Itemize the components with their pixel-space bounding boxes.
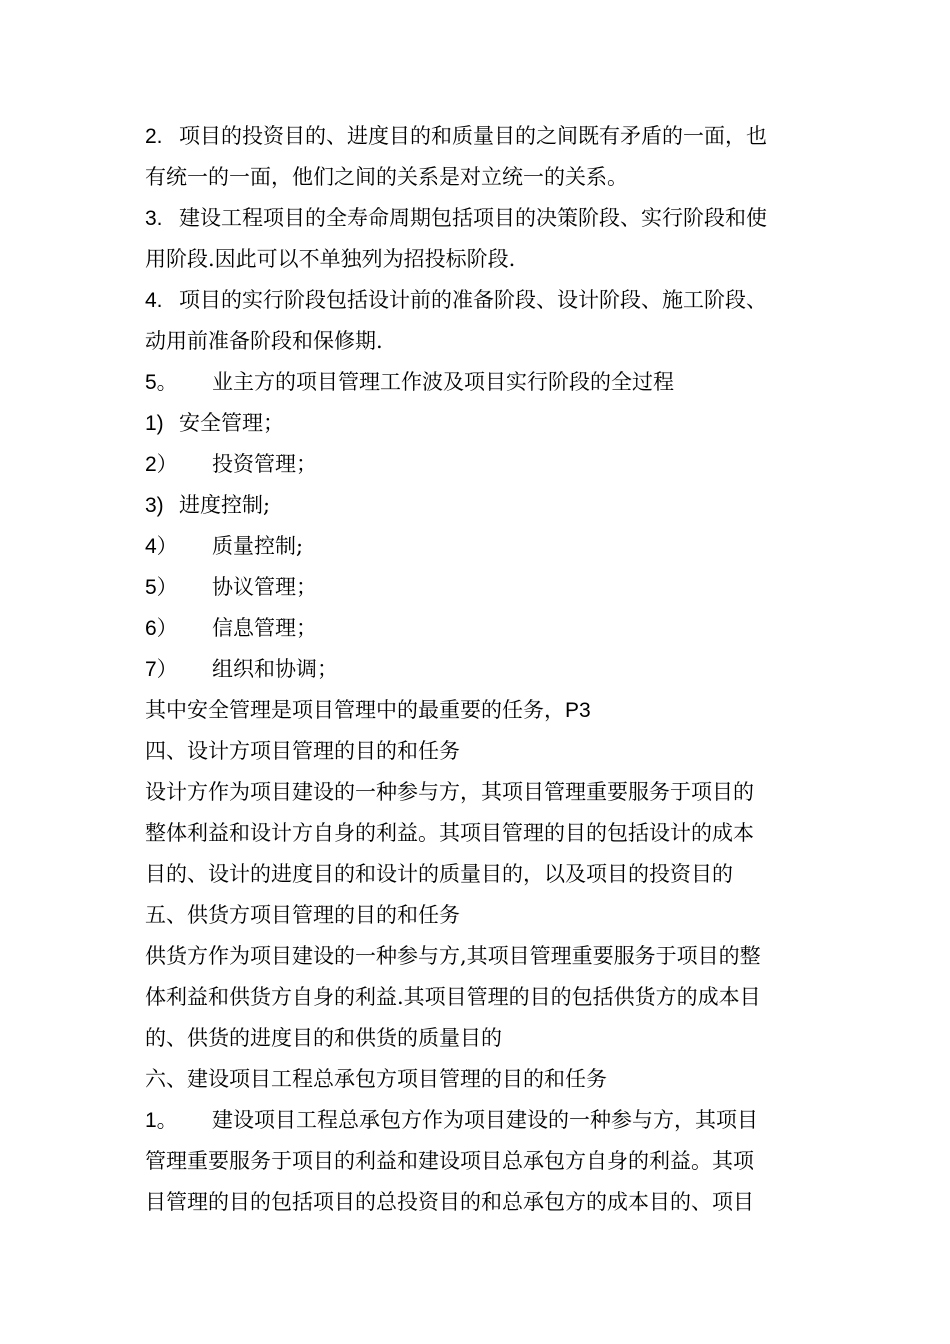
paragraph-line (145, 283, 767, 317)
line-text: 安全管理； (179, 411, 284, 435)
paragraph-line (145, 775, 754, 809)
item-number: 4） (145, 535, 178, 558)
section-heading (145, 898, 460, 932)
line-text: 组织和协调； (212, 657, 338, 681)
paragraph-line (145, 324, 383, 358)
paragraph-line (145, 980, 761, 1014)
line-text: 设计方作为项目建设的一种参与方，其项目管理重要服务于项目的 (145, 780, 754, 804)
line-text: 信息管理； (212, 616, 317, 640)
line-text: 用阶段.因此可以不单独列为招投标阶段. (145, 247, 516, 271)
item-number: 3. (145, 207, 163, 230)
paragraph-line (145, 1103, 758, 1137)
item-number: 3) (145, 494, 164, 517)
item-number: 2） (145, 453, 178, 476)
page-reference: P3 (565, 699, 591, 722)
line-text: 动用前准备阶段和保修期. (145, 329, 383, 353)
paragraph-line (145, 119, 767, 153)
paragraph-line (145, 160, 628, 194)
list-item (145, 529, 303, 563)
line-text: 目的、设计的进度目的和设计的质量目的，以及项目的投资目的 (145, 862, 733, 886)
line-text: 建设项目工程总承包方作为项目建设的一种参与方，其项目 (212, 1108, 758, 1132)
line-text: 六、建设项目工程总承包方项目管理的目的和任务 (145, 1067, 607, 1091)
line-text: 项目的投资目的、进度目的和质量目的之间既有矛盾的一面，也 (179, 124, 767, 148)
line-text: 业主方的项目管理工作波及项目实行阶段的全过程 (212, 370, 674, 394)
item-number: 1。 (145, 1109, 178, 1132)
line-text: 供货方作为项目建设的一种参与方,其项目管理重要服务于项目的整 (145, 944, 761, 968)
line-text: 建设工程项目的全寿命周期包括项目的决策阶段、实行阶段和使 (179, 206, 767, 230)
list-item (145, 488, 270, 522)
line-text: 体利益和供货方自身的利益.其项目管理的目的包括供货方的成本目 (145, 985, 761, 1009)
line-text: 整体利益和设计方自身的利益。其项目管理的目的包括设计的成本 (145, 821, 754, 845)
line-text: 的、供货的进度目的和供货的质量目的 (145, 1026, 502, 1050)
item-number: 7） (145, 658, 178, 681)
line-text: 有统一的一面，他们之间的关系是对立统一的关系。 (145, 165, 628, 189)
line-text: 项目的实行阶段包括设计前的准备阶段、设计阶段、施工阶段、 (179, 288, 767, 312)
list-item (145, 652, 338, 686)
line-text: 协议管理； (212, 575, 317, 599)
paragraph-line (145, 1185, 754, 1219)
item-number: 4. (145, 289, 163, 312)
paragraph-line (145, 816, 754, 850)
list-item (145, 611, 317, 645)
paragraph-line (145, 242, 515, 276)
line-text: 进度控制; (179, 493, 271, 517)
section-heading (145, 734, 460, 768)
line-text: 管理重要服务于项目的利益和建设项目总承包方自身的利益。其项 (145, 1149, 754, 1173)
list-item (145, 447, 317, 481)
item-number: 1) (145, 412, 164, 435)
item-number: 5。 (145, 371, 178, 394)
paragraph-line (145, 939, 761, 973)
line-text: 其中安全管理是项目管理中的最重要的任务， (145, 698, 565, 722)
paragraph-line (145, 365, 674, 399)
line-text: 质量控制; (212, 534, 304, 558)
list-item (145, 570, 317, 604)
paragraph-line (145, 857, 733, 891)
paragraph-line (145, 1021, 502, 1055)
item-number: 6） (145, 617, 178, 640)
line-text: 四、设计方项目管理的目的和任务 (145, 739, 460, 763)
paragraph-line (145, 1144, 754, 1178)
list-item (145, 406, 284, 440)
line-text: 目管理的目的包括项目的总投资目的和总承包方的成本目的、项目 (145, 1190, 754, 1214)
item-number: 5） (145, 576, 178, 599)
paragraph-line (145, 693, 591, 727)
paragraph-line (145, 201, 767, 235)
item-number: 2. (145, 125, 163, 148)
section-heading (145, 1062, 607, 1096)
line-text: 五、供货方项目管理的目的和任务 (145, 903, 460, 927)
line-text: 投资管理； (212, 452, 317, 476)
